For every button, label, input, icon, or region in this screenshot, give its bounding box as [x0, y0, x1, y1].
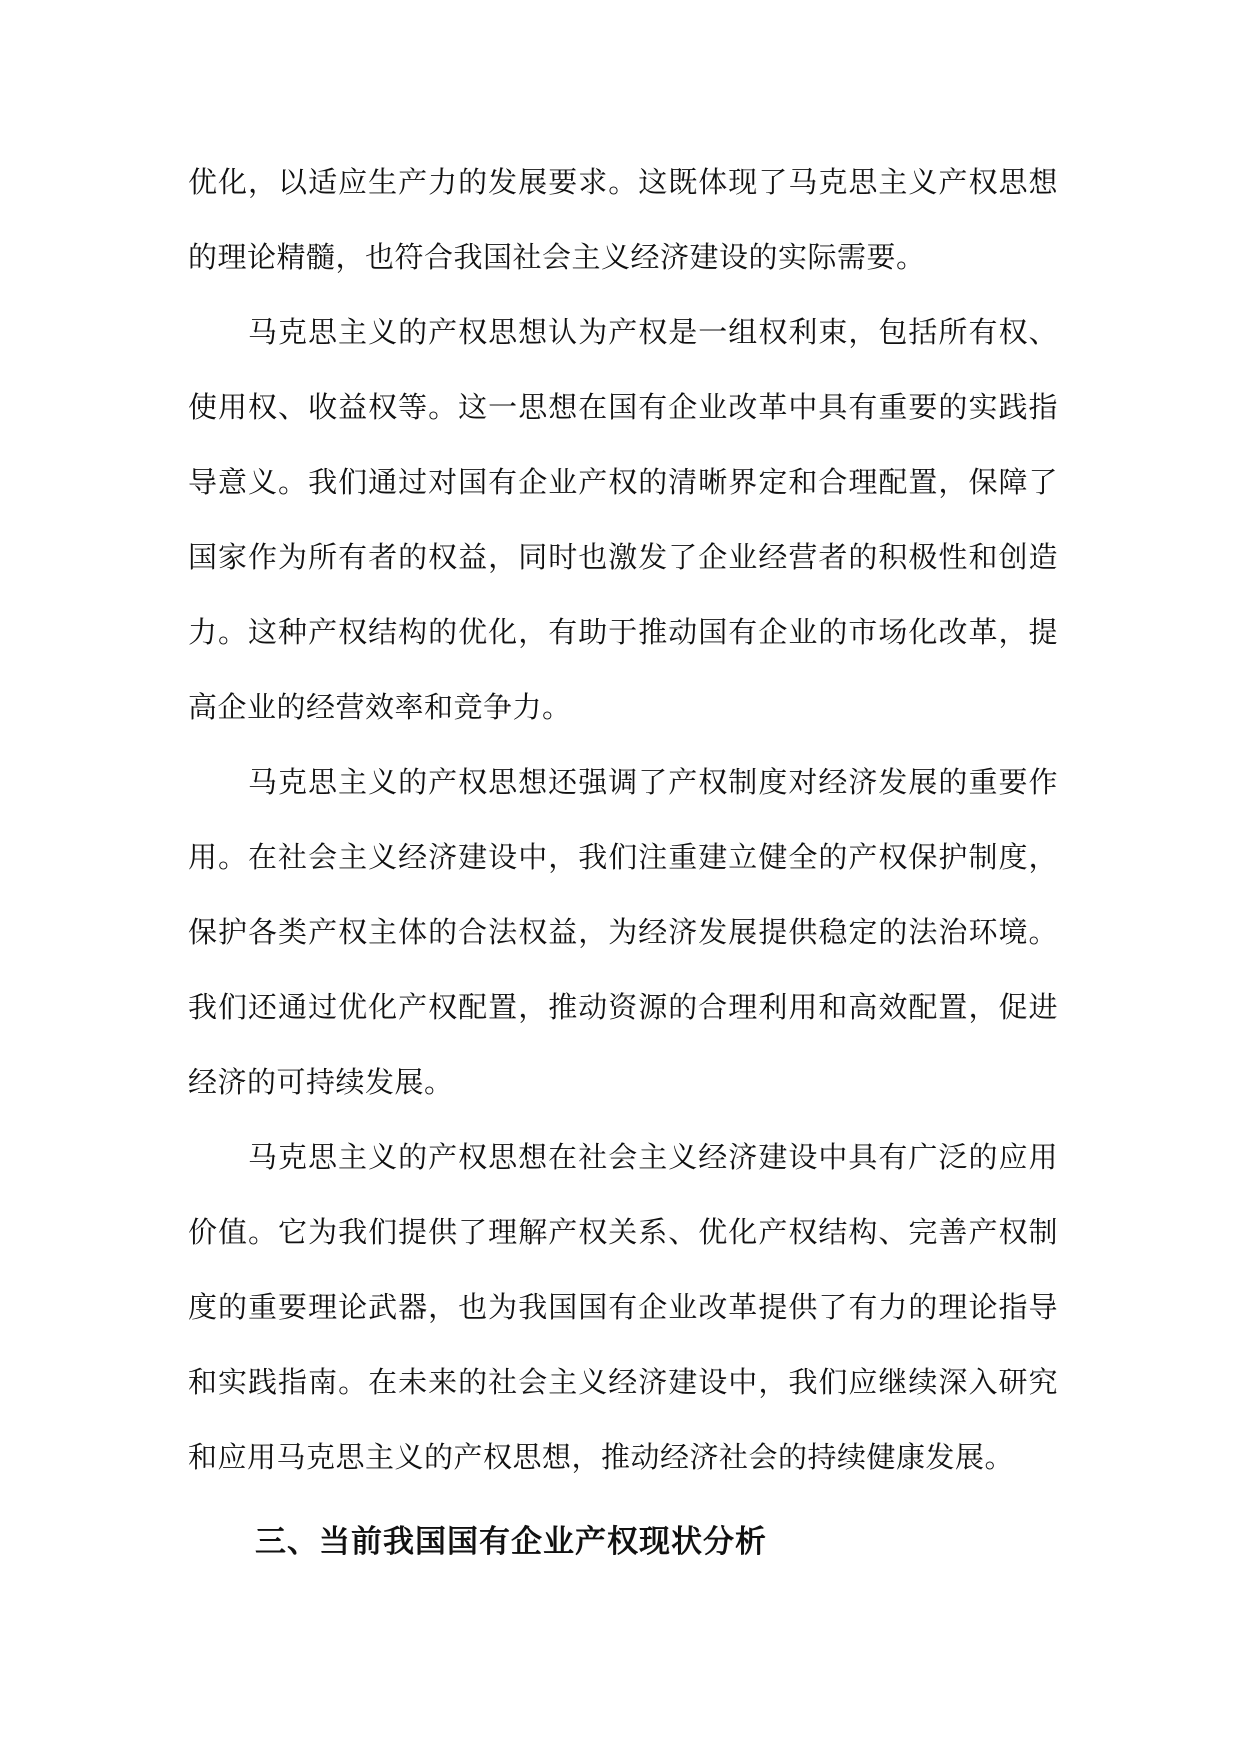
paragraph-property-rights-system: 马克思主义的产权思想还强调了产权制度对经济发展的重要作用。在社会主义经济建设中，我们注重建立健全的产权保护制度，保护各类产权主体的合法权益，为经济发展提供稳定的法治环境。我们还通过优化产权配置，推动资源的合理利用和高效配置，促进经济的可持续发展。: [188, 765, 1058, 1099]
paragraph-property-rights-bundle: 马克思主义的产权思想认为产权是一组权利束，包括所有权、使用权、收益权等。这一思想在国有企业改革中具有重要的实践指导意义。我们通过对国有企业产权的清晰界定和合理配置，保障了国家作为所有者的权益，同时也激发了企业经营者的积极性和创造力。这种产权结构的优化，有助于推动国有企业的市场化改革，提高企业的经营效率和竞争力。: [188, 315, 1058, 724]
section-heading: 三、当前我国国有企业产权现状分析: [255, 1524, 767, 1560]
paragraph-application-value: 马克思主义的产权思想在社会主义经济建设中具有广泛的应用价值。它为我们提供了理解产权关系、优化产权结构、完善产权制度的重要理论武器，也为我国国有企业改革提供了有力的理论指导和实践指南。在未来的社会主义经济建设中，我们应继续深入研究和应用马克思主义的产权思想，推动经济社会的持续健康发展。: [188, 1140, 1058, 1474]
body-text: [188, 145, 1058, 1495]
paragraph-continuation: 优化，以适应生产力的发展要求。这既体现了马克思主义产权思想的理论精髓，也符合我国社会主义经济建设的实际需要。: [188, 165, 1058, 274]
